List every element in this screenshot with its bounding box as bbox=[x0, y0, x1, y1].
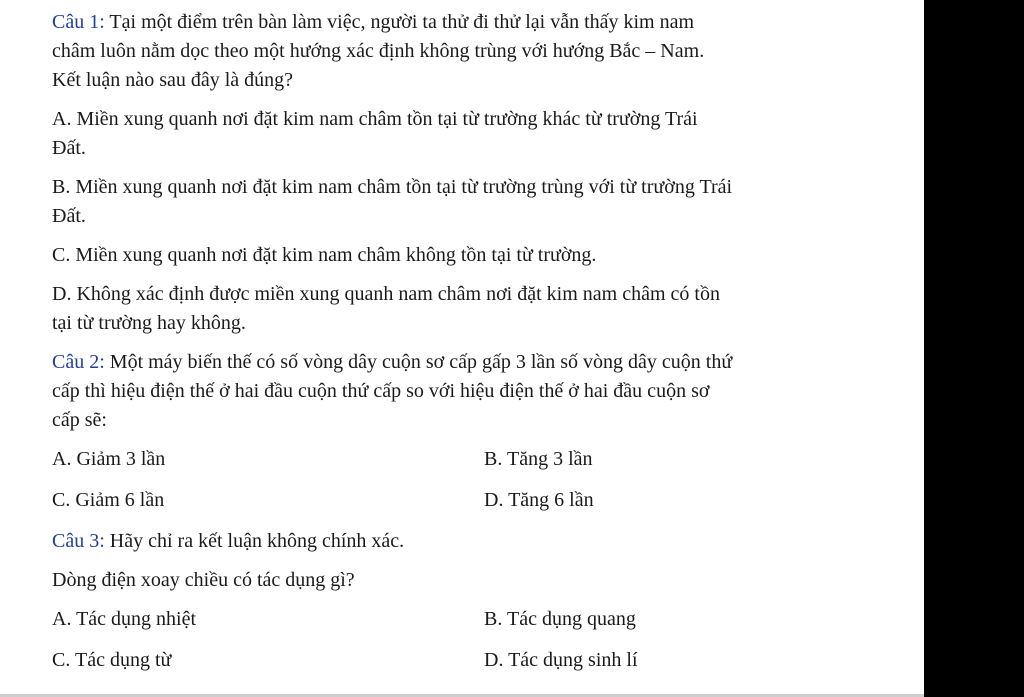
question-2-option-d: D. Tăng 6 lần bbox=[484, 489, 594, 511]
question-sheet bbox=[52, 8, 916, 687]
question-1-option-b bbox=[52, 173, 916, 231]
question-2-text-1: Một máy biến thế có số vòng dây cuộn sơ cấp gấp 3 lần số vòng dây cuộn thứ bbox=[109, 351, 733, 373]
question-1-label: Câu 1: bbox=[52, 11, 105, 33]
question-1-stem-line-1 bbox=[52, 8, 916, 37]
question-1-option-b-line-2: Đất. bbox=[52, 205, 86, 227]
black-side-band bbox=[924, 0, 1024, 697]
question-1-option-d-line-2: tại từ trường hay không. bbox=[52, 312, 246, 334]
question-1-option-a bbox=[52, 105, 916, 163]
question-2 bbox=[52, 348, 916, 435]
question-3-label: Câu 3: bbox=[52, 530, 105, 552]
question-3-option-a: A. Tác dụng nhiệt bbox=[52, 608, 197, 630]
question-1-option-b-line-1: B. Miền xung quanh nơi đặt kim nam châm tồn tại từ trường trùng với từ trường Trái bbox=[52, 176, 733, 198]
question-1-option-c bbox=[52, 241, 916, 270]
question-3-prompt bbox=[52, 566, 916, 595]
question-1-text-1: Tại một điểm trên bàn làm việc, người ta thử đi thử lại vẫn thấy kim nam bbox=[109, 11, 695, 33]
question-1-text-3: Kết luận nào sau đây là đúng? bbox=[52, 69, 294, 91]
question-2-stem-line-1 bbox=[52, 348, 916, 377]
question-2-text-3: cấp sẽ: bbox=[52, 409, 107, 431]
question-1-text-2: châm luôn nằm dọc theo một hướng xác định không trùng với hướng Bắc – Nam. bbox=[52, 40, 705, 62]
question-1-option-c-line-1: C. Miền xung quanh nơi đặt kim nam châm không tồn tại từ trường. bbox=[52, 244, 597, 266]
question-1-option-d-line-1: D. Không xác định được miền xung quanh nam châm nơi đặt kim nam châm có tồn bbox=[52, 283, 720, 305]
question-2-options-row-1 bbox=[52, 445, 916, 474]
question-1 bbox=[52, 8, 916, 95]
question-2-label: Câu 2: bbox=[52, 351, 105, 373]
question-3-text-2: Dòng điện xoay chiều có tác dụng gì? bbox=[52, 569, 355, 591]
question-3-option-b: B. Tác dụng quang bbox=[484, 608, 636, 630]
question-1-option-a-line-1: A. Miền xung quanh nơi đặt kim nam châm tồn tại từ trường khác từ trường Trái bbox=[52, 108, 698, 130]
question-1-option-d bbox=[52, 280, 916, 338]
question-2-option-c: C. Giảm 6 lần bbox=[52, 489, 165, 511]
question-1-option-a-line-2: Đất. bbox=[52, 137, 86, 159]
question-3 bbox=[52, 527, 916, 556]
question-2-option-a: A. Giảm 3 lần bbox=[52, 448, 166, 470]
question-3-options-row-2 bbox=[52, 646, 916, 675]
question-3-options-row-1 bbox=[52, 605, 916, 634]
question-2-option-b: B. Tăng 3 lần bbox=[484, 448, 593, 470]
question-3-option-c: C. Tác dụng từ bbox=[52, 649, 172, 671]
question-2-text-2: cấp thì hiệu điện thế ở hai đầu cuộn thứ cấp so với hiệu điện thế ở hai đầu cuộn sơ bbox=[52, 380, 710, 402]
question-3-text-1: Hãy chỉ ra kết luận không chính xác. bbox=[109, 530, 405, 552]
question-3-stem-line-1 bbox=[52, 527, 916, 556]
question-3-option-d: D. Tác dụng sinh lí bbox=[484, 649, 638, 671]
question-2-options-row-2 bbox=[52, 486, 916, 515]
